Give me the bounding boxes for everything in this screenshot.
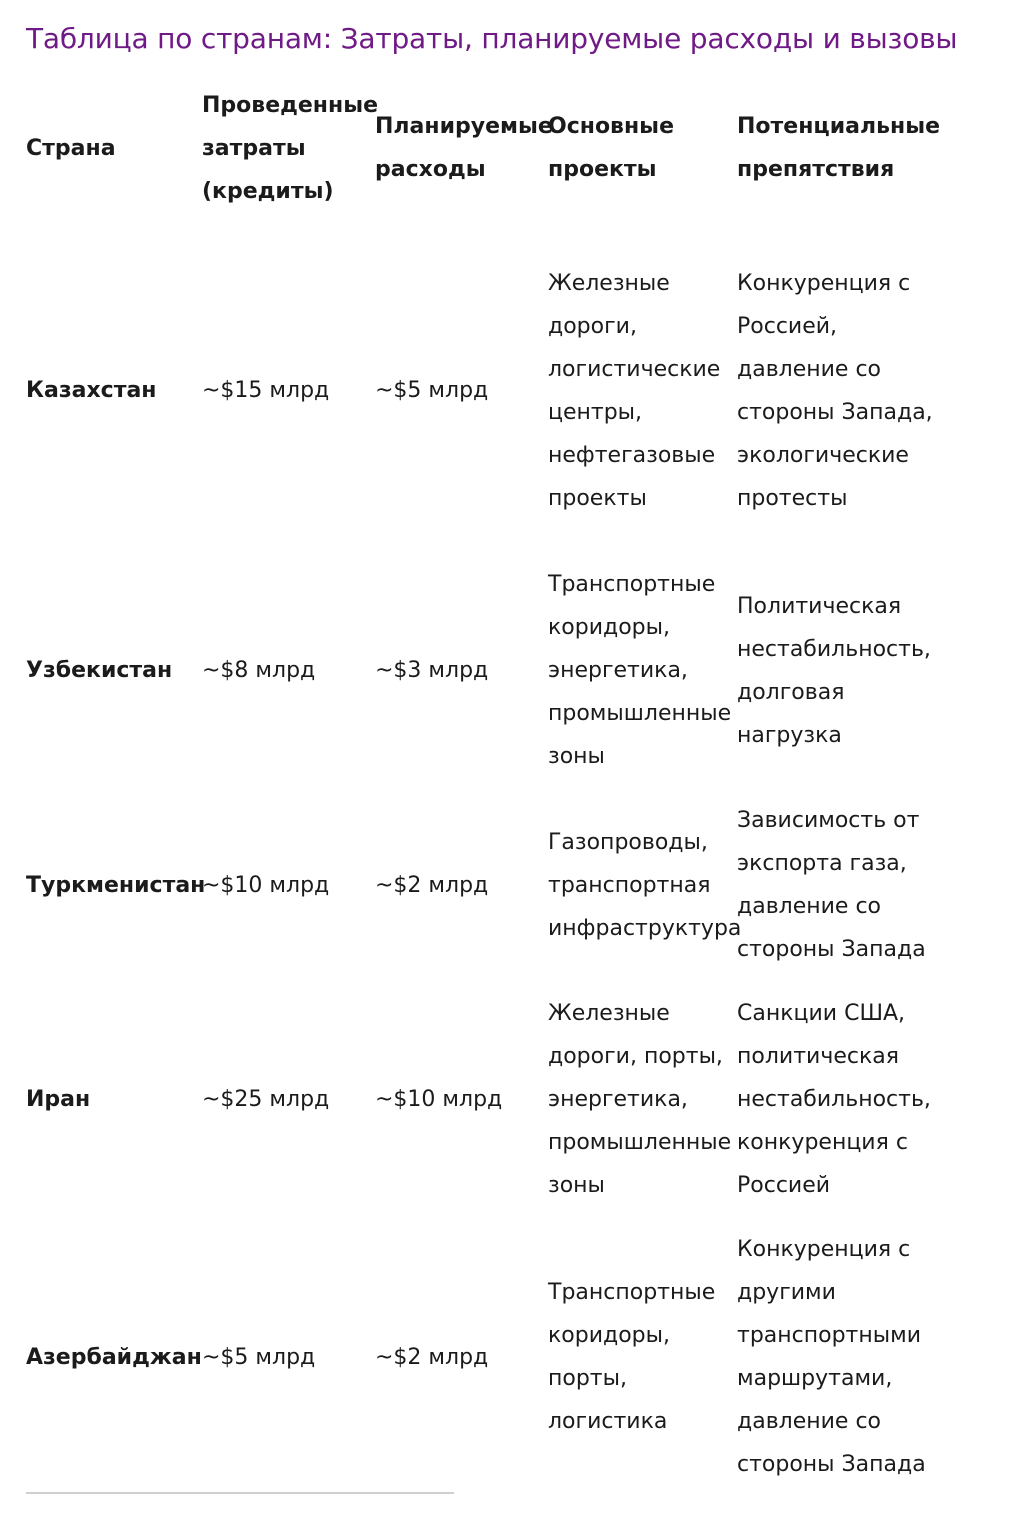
cell-country: Казахстан — [26, 378, 157, 403]
cell-planned: ~$5 млрд — [375, 378, 489, 403]
cell-spent: ~$25 млрд — [202, 1087, 330, 1112]
table-row — [26, 1207, 946, 1507]
table-row — [26, 778, 946, 992]
cell-spent: ~$15 млрд — [202, 378, 330, 403]
cell-obstacles: Санкции США, политическая нестабильность, конкуренция с Россией — [737, 1001, 931, 1198]
page-title: Таблица по странам: Затраты, планируемые расходы и вызовы — [26, 22, 958, 55]
cell-projects: Транспортные коридоры, энергетика, промышленные зоны — [548, 572, 732, 769]
cell-planned: ~$2 млрд — [375, 1344, 489, 1370]
cell-planned: ~$10 млрд — [375, 1087, 503, 1112]
header-projects: Основные проекты — [548, 114, 674, 182]
header-spent: Проведенные затраты (кредиты) — [202, 92, 379, 204]
cell-projects: Железные дороги, порты, энергетика, промышленные зоны — [548, 1001, 732, 1198]
cell-spent: ~$5 млрд — [202, 1344, 316, 1370]
cell-country: Туркменистан — [26, 872, 206, 898]
cell-planned: ~$3 млрд — [375, 658, 489, 683]
cell-spent: ~$8 млрд — [202, 658, 316, 683]
cell-country: Азербайджан — [26, 1344, 202, 1370]
cell-projects: Железные дороги, логистические центры, нефтегазовые проекты — [548, 270, 721, 511]
cell-country: Узбекистан — [26, 658, 173, 683]
table-row — [26, 218, 946, 563]
cell-projects: Транспортные коридоры, порты, логистика — [548, 1280, 716, 1434]
table-row — [26, 563, 946, 778]
cell-obstacles: Зависимость от экспорта газа, давление со стороны Запада — [737, 808, 926, 962]
header-planned: Планируемые расходы — [375, 114, 553, 182]
horizontal-divider — [26, 1492, 454, 1494]
table-row — [26, 992, 946, 1207]
country-table — [26, 78, 946, 1507]
header-country: Страна — [26, 135, 116, 161]
cell-projects: Газопроводы, транспортная инфраструктура — [548, 829, 742, 941]
cell-obstacles: Конкуренция с Россией, давление со стороны Запада, экологические протесты — [737, 270, 933, 511]
cell-spent: ~$10 млрд — [202, 872, 330, 898]
cell-obstacles: Политическая нестабильность, долговая нагрузка — [737, 593, 931, 748]
cell-country: Иран — [26, 1087, 91, 1112]
header-obstacles: Потенциальные препятствия — [737, 114, 941, 182]
cell-planned: ~$2 млрд — [375, 872, 489, 898]
cell-obstacles: Конкуренция с другими транспортными маршрутами, давление со стороны Запада — [737, 1237, 926, 1477]
table-header-row — [26, 78, 946, 218]
